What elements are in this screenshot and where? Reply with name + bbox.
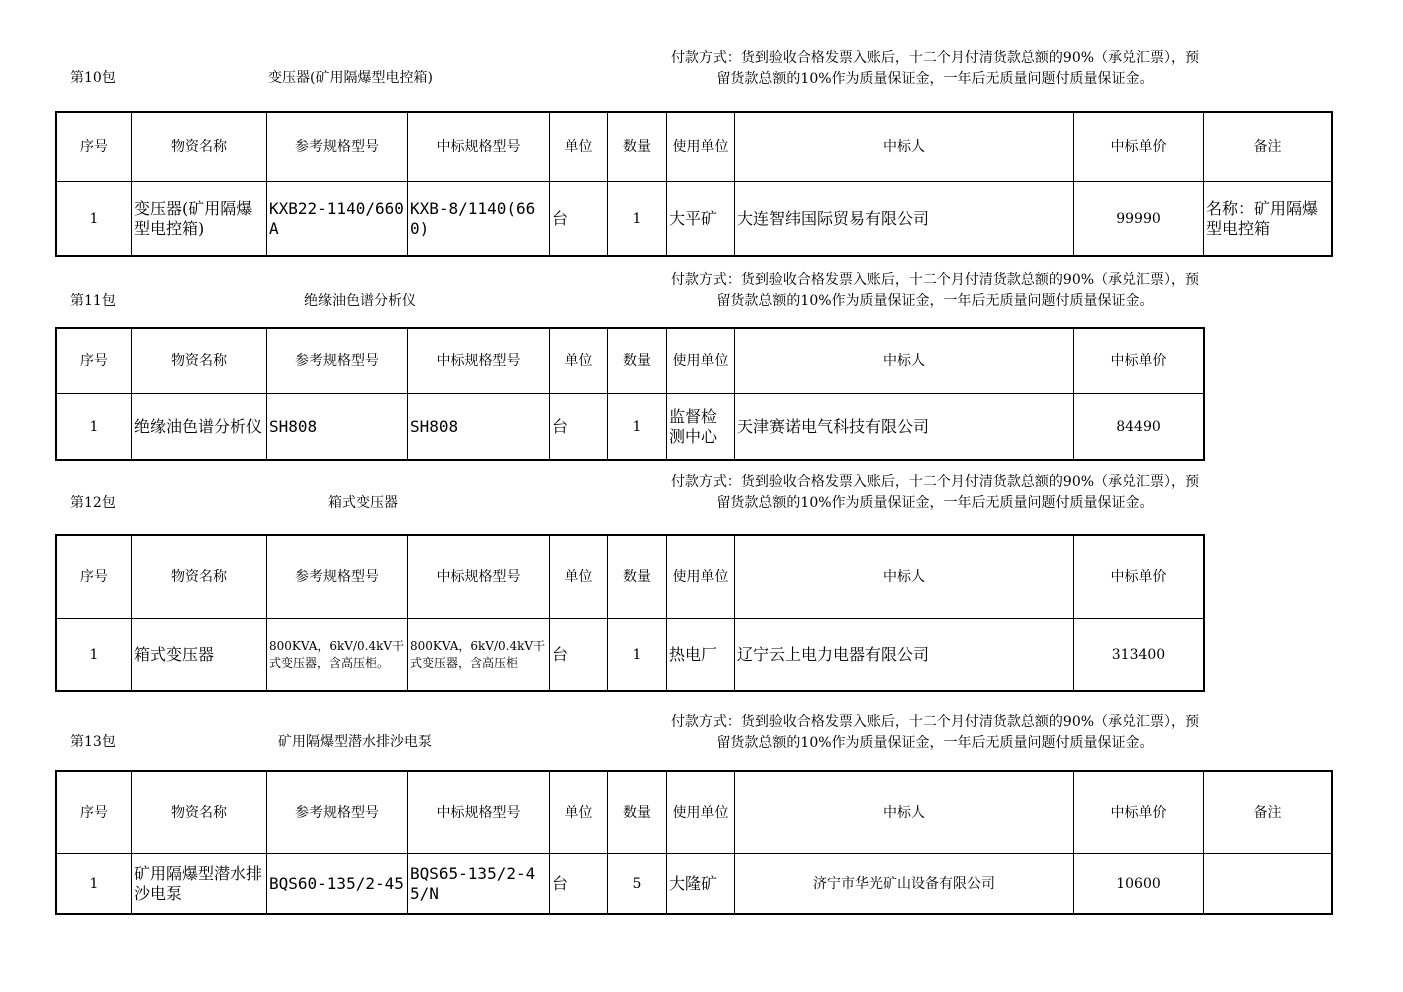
cell-bid-spec: SH808: [408, 394, 550, 460]
header-winner: 中标人: [735, 536, 1074, 619]
header-seq: 序号: [57, 772, 132, 854]
cell-user: 大平矿: [667, 182, 735, 256]
cell-unit: 台: [550, 394, 608, 460]
header-ref-spec: 参考规格型号: [267, 536, 408, 619]
cell-bid-spec: BQS65-135/2-45/N: [408, 854, 550, 914]
header-qty: 数量: [608, 113, 667, 182]
header-name: 物资名称: [132, 113, 267, 182]
package-11-title: 绝缘油色谱分析仪: [304, 293, 416, 309]
header-bid-spec: 中标规格型号: [408, 772, 550, 854]
cell-user: 大隆矿: [667, 854, 735, 914]
table-header-row: [57, 772, 1332, 854]
cell-unit: 台: [550, 182, 608, 256]
table-header-row: [57, 113, 1332, 182]
package-12-label: 第12包: [70, 495, 116, 511]
cell-user: 监督检测中心: [667, 394, 735, 460]
header-ref-spec: 参考规格型号: [267, 772, 408, 854]
cell-ref-spec: SH808: [267, 394, 408, 460]
header-name: 物资名称: [132, 536, 267, 619]
cell-qty: 1: [608, 394, 667, 460]
table-row: [57, 854, 1332, 914]
header-price: 中标单价: [1074, 329, 1204, 394]
header-name: 物资名称: [132, 329, 267, 394]
cell-winner: 大连智纬国际贸易有限公司: [735, 182, 1074, 256]
cell-qty: 5: [608, 854, 667, 914]
header-bid-spec: 中标规格型号: [408, 113, 550, 182]
cell-name: 矿用隔爆型潜水排沙电泵: [132, 854, 267, 914]
header-winner: 中标人: [735, 329, 1074, 394]
cell-ref-spec: 800KVA，6kV/0.4kV干式变压器，含高压柜。: [267, 619, 408, 691]
package-13-title: 矿用隔爆型潜水排沙电泵: [278, 734, 432, 750]
header-winner: 中标人: [735, 772, 1074, 854]
cell-remark: [1204, 854, 1332, 914]
cell-unit: 台: [550, 619, 608, 691]
cell-price: 10600: [1074, 854, 1204, 914]
header-name: 物资名称: [132, 772, 267, 854]
package-10-table: [56, 112, 1332, 256]
cell-winner: 辽宁云上电力电器有限公司: [735, 619, 1074, 691]
package-10-label: 第10包: [70, 70, 116, 86]
header-user: 使用单位: [667, 329, 735, 394]
package-12-payment-note: 付款方式：货到验收合格发票入账后，十二个月付清货款总额的90%（承兑汇票），预留货款总额的10%作为质量保证金，一年后无质量问题付质量保证金。: [670, 474, 1200, 511]
package-12-table: [56, 535, 1204, 691]
cell-unit: 台: [550, 854, 608, 914]
table-row: [57, 182, 1332, 256]
cell-seq: 1: [57, 619, 132, 691]
table-header-row: [57, 329, 1204, 394]
header-price: 中标单价: [1074, 536, 1204, 619]
package-13-table: [56, 771, 1332, 914]
header-seq: 序号: [57, 329, 132, 394]
cell-ref-spec: KXB22-1140/660A: [267, 182, 408, 256]
header-user: 使用单位: [667, 536, 735, 619]
header-unit: 单位: [550, 772, 608, 854]
header-ref-spec: 参考规格型号: [267, 329, 408, 394]
table-row: [57, 619, 1204, 691]
package-13-label: 第13包: [70, 734, 116, 750]
header-remark: 备注: [1204, 113, 1332, 182]
package-11-payment-note: 付款方式：货到验收合格发票入账后，十二个月付清货款总额的90%（承兑汇票），预留货款总额的10%作为质量保证金，一年后无质量问题付质量保证金。: [670, 272, 1200, 309]
cell-remark: 名称：矿用隔爆型电控箱: [1204, 182, 1332, 256]
header-qty: 数量: [608, 772, 667, 854]
cell-name: 箱式变压器: [132, 619, 267, 691]
header-qty: 数量: [608, 329, 667, 394]
cell-qty: 1: [608, 619, 667, 691]
package-10-title: 变压器(矿用隔爆型电控箱): [268, 70, 433, 86]
header-bid-spec: 中标规格型号: [408, 536, 550, 619]
header-unit: 单位: [550, 113, 608, 182]
package-11-label: 第11包: [70, 293, 116, 309]
cell-bid-spec: 800KVA，6kV/0.4kV干式变压器，含高压柜: [408, 619, 550, 691]
cell-ref-spec: BQS60-135/2-45: [267, 854, 408, 914]
table-row: [57, 394, 1204, 460]
header-qty: 数量: [608, 536, 667, 619]
cell-price: 99990: [1074, 182, 1204, 256]
header-price: 中标单价: [1074, 772, 1204, 854]
header-unit: 单位: [550, 329, 608, 394]
package-13-payment-note: 付款方式：货到验收合格发票入账后，十二个月付清货款总额的90%（承兑汇票），预留货款总额的10%作为质量保证金，一年后无质量问题付质量保证金。: [670, 714, 1200, 751]
cell-seq: 1: [57, 854, 132, 914]
cell-user: 热电厂: [667, 619, 735, 691]
cell-price: 84490: [1074, 394, 1204, 460]
package-10-payment-note: 付款方式：货到验收合格发票入账后，十二个月付清货款总额的90%（承兑汇票），预留货款总额的10%作为质量保证金，一年后无质量问题付质量保证金。: [670, 50, 1200, 87]
cell-winner: 济宁市华光矿山设备有限公司: [735, 854, 1074, 914]
header-seq: 序号: [57, 536, 132, 619]
package-11-table: [56, 328, 1204, 460]
header-ref-spec: 参考规格型号: [267, 113, 408, 182]
header-user: 使用单位: [667, 772, 735, 854]
header-user: 使用单位: [667, 113, 735, 182]
cell-qty: 1: [608, 182, 667, 256]
header-remark: 备注: [1204, 772, 1332, 854]
cell-name: 绝缘油色谱分析仪: [132, 394, 267, 460]
package-12-title: 箱式变压器: [328, 495, 398, 511]
cell-winner: 天津赛诺电气科技有限公司: [735, 394, 1074, 460]
header-winner: 中标人: [735, 113, 1074, 182]
header-price: 中标单价: [1074, 113, 1204, 182]
cell-seq: 1: [57, 394, 132, 460]
cell-seq: 1: [57, 182, 132, 256]
cell-name: 变压器(矿用隔爆型电控箱): [132, 182, 267, 256]
cell-bid-spec: KXB-8/1140(660): [408, 182, 550, 256]
cell-price: 313400: [1074, 619, 1204, 691]
table-header-row: [57, 536, 1204, 619]
header-seq: 序号: [57, 113, 132, 182]
header-unit: 单位: [550, 536, 608, 619]
header-bid-spec: 中标规格型号: [408, 329, 550, 394]
